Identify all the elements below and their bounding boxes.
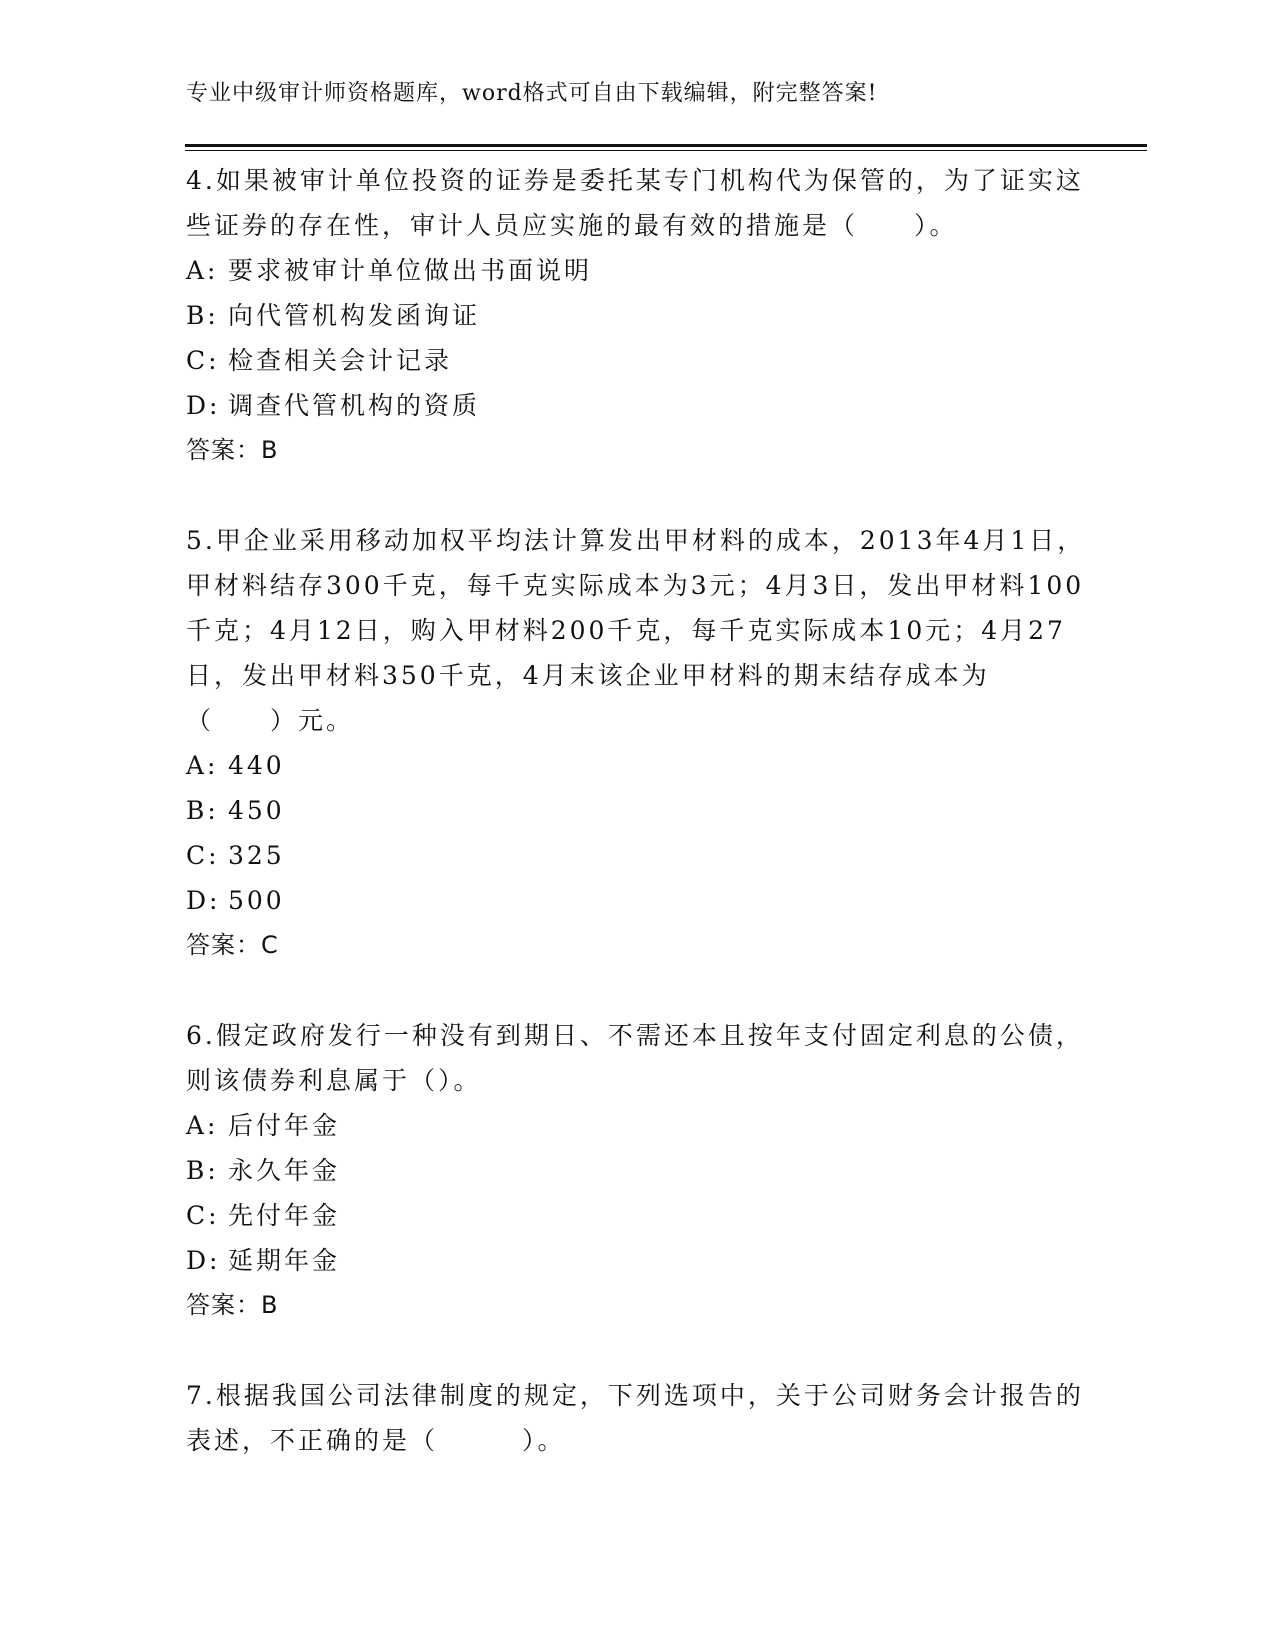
option-d bbox=[186, 383, 1086, 428]
option-a bbox=[186, 248, 1086, 293]
question-stem: 4.如果被审计单位投资的证券是委托某专门机构代为保管的，为了证实这些证券的存在性，审计人员应实施的最有效的措施是（ ）。 bbox=[186, 166, 1084, 240]
option-key: B: bbox=[186, 1156, 219, 1185]
option-key: C: bbox=[186, 346, 220, 375]
option-text: 检查相关会计记录 bbox=[228, 346, 453, 375]
question-4 bbox=[186, 158, 1086, 473]
page-header: 专业中级审计师资格题库，word格式可自由下载编辑，附完整答案! bbox=[186, 81, 878, 106]
option-text: 调查代管机构的资质 bbox=[228, 391, 481, 420]
option-key: D: bbox=[186, 886, 221, 915]
question-5 bbox=[186, 518, 1086, 968]
answer-line: 答案：B bbox=[186, 436, 279, 464]
option-key: D: bbox=[186, 391, 221, 420]
question-list bbox=[186, 158, 1086, 1463]
option-key: A: bbox=[186, 751, 219, 780]
answer-line: 答案：C bbox=[186, 931, 279, 959]
option-b bbox=[186, 1148, 1086, 1193]
option-a bbox=[186, 743, 1086, 788]
question-stem: 5.甲企业采用移动加权平均法计算发出甲材料的成本，2013年4月1日，甲材料结存300千克，每千克实际成本为3元；4月3日，发出甲材料100千克；4月12日，购入甲材料200千克，每千克实际成本10元；4月27日，发出甲材料350千克，4月末该企业甲材料的期末结存成本为（ ）元。 bbox=[186, 526, 1086, 735]
option-text: 440 bbox=[228, 751, 285, 780]
option-c bbox=[186, 1193, 1086, 1238]
option-d bbox=[186, 878, 1086, 923]
option-key: A: bbox=[186, 1111, 219, 1140]
option-text: 500 bbox=[228, 886, 285, 915]
question-6 bbox=[186, 1013, 1086, 1328]
option-d bbox=[186, 1238, 1086, 1283]
option-text: 后付年金 bbox=[228, 1111, 341, 1140]
option-key: D: bbox=[186, 1246, 221, 1275]
option-key: C: bbox=[186, 1201, 220, 1230]
option-text: 先付年金 bbox=[228, 1201, 341, 1230]
answer-line: 答案：B bbox=[186, 1291, 279, 1319]
option-key: B: bbox=[186, 301, 219, 330]
header-rule-thin bbox=[185, 150, 1147, 151]
option-text: 延期年金 bbox=[228, 1246, 341, 1275]
option-text: 向代管机构发函询证 bbox=[228, 301, 481, 330]
question-7 bbox=[186, 1373, 1086, 1463]
option-c bbox=[186, 833, 1086, 878]
header-rule-thick bbox=[185, 144, 1147, 147]
option-key: C: bbox=[186, 841, 220, 870]
option-text: 要求被审计单位做出书面说明 bbox=[228, 256, 593, 285]
option-a bbox=[186, 1103, 1086, 1148]
option-c bbox=[186, 338, 1086, 383]
option-text: 450 bbox=[228, 796, 285, 825]
option-b bbox=[186, 788, 1086, 833]
option-b bbox=[186, 293, 1086, 338]
option-text: 永久年金 bbox=[228, 1156, 341, 1185]
option-key: B: bbox=[186, 796, 219, 825]
option-text: 325 bbox=[228, 841, 285, 870]
option-key: A: bbox=[186, 256, 219, 285]
question-stem: 6.假定政府发行一种没有到期日、不需还本且按年支付固定利息的公债，则该债券利息属于（）。 bbox=[186, 1021, 1084, 1095]
question-stem: 7.根据我国公司法律制度的规定，下列选项中，关于公司财务会计报告的表述，不正确的是（ ）。 bbox=[186, 1381, 1084, 1455]
